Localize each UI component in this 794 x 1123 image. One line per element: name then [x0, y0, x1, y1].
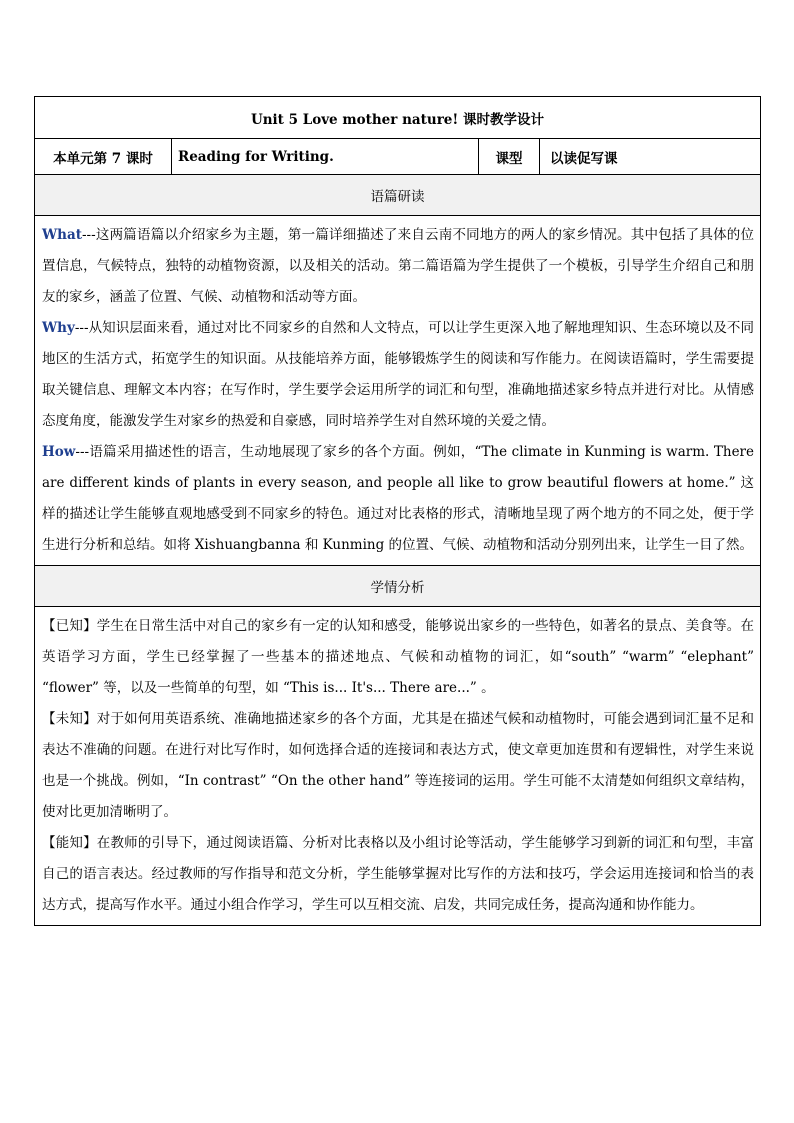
- why-paragraph: [42, 313, 754, 437]
- lesson-type-value: 以读促写课: [540, 139, 761, 175]
- text-study-heading: 语篇研读: [35, 175, 761, 216]
- what-paragraph: [42, 220, 754, 313]
- lesson-number: 本单元第 7 课时: [35, 139, 172, 175]
- why-text: ---从知识层面来看，通过对比不同家乡的自然和人文特点，可以让学生更深入地了解地理知识、生态环境以及不同地区的生活方式，拓宽学生的知识面。从技能培养方面，能够锻炼学生的阅读和写作能力。在阅读语篇时，学生需要提取关键信息、理解文本内容；在写作时，学生要学会运用所学的词汇和句型，准确地描述家乡特点并进行对比。从情感态度角度，能激发学生对家乡的热爱和自豪感，同时培养学生对自然环境的关爱之情。: [42, 320, 754, 429]
- known-paragraph: 【已知】学生在日常生活中对自己的家乡有一定的认知和感受，能够说出家乡的一些特色，如著名的景点、美食等。在英语学习方面，学生已经掌握了一些基本的描述地点、气候和动植物的词汇，如“south” “warm” “elephant” “flower” 等，以及一些简单的句型，如 “This is... It's... There are...” 。: [42, 618, 754, 696]
- why-keyword: Why: [42, 320, 75, 336]
- lesson-type-label: 课型: [479, 139, 540, 175]
- lesson-topic: Reading for Writing.: [172, 139, 479, 175]
- how-paragraph: [42, 437, 754, 561]
- text-study-body: [35, 216, 761, 566]
- how-keyword: How: [42, 444, 76, 460]
- lesson-plan-table: [34, 96, 761, 926]
- what-text: ---这两篇语篇以介绍家乡为主题，第一篇详细描述了来自云南不同地方的两人的家乡情况。其中包括了具体的位置信息，气候特点，独特的动植物资源，以及相关的活动。第二篇语篇为学生提供了一个模板，引导学生介绍自己和朋友的家乡，涵盖了位置、气候、动植物和活动等方面。: [42, 227, 754, 305]
- student-analysis-heading: 学情分析: [35, 566, 761, 607]
- can-paragraph: 【能知】在教师的引导下，通过阅读语篇、分析对比表格以及小组讨论等活动，学生能够学习到新的词汇和句型，丰富自己的语言表达。经过教师的写作指导和范文分析，学生能够掌握对比写作的方法和技巧，学会运用连接词和恰当的表达方式，提高写作水平。通过小组合作学习，学生可以互相交流、启发，共同完成任务，提高沟通和协作能力。: [42, 835, 754, 913]
- lesson-meta-row: [35, 139, 761, 175]
- student-analysis-body: [35, 607, 761, 926]
- document-title: Unit 5 Love mother nature! 课时教学设计: [35, 97, 761, 139]
- how-text: ---语篇采用描述性的语言，生动地展现了家乡的各个方面。例如，“The climate in Kunming is warm. There are different kinds of plants in every season, and people all like to grow beautiful flowers at home.” 这样的描述让学生能够直观地感受到不同家乡的特色。通过对比表格的形式，清晰地呈现了两个地方的不同之处，便于学生进行分析和总结。如将 Xishuangbanna 和 Kunming 的位置、气候、动植物和活动分别列出来，让学生一目了然。: [42, 444, 754, 553]
- what-keyword: What: [42, 227, 82, 243]
- unknown-paragraph: 【未知】对于如何用英语系统、准确地描述家乡的各个方面，尤其是在描述气候和动植物时，可能会遇到词汇量不足和表达不准确的问题。在进行对比写作时，如何选择合适的连接词和表达方式，使文章更加连贯和有逻辑性，对学生来说也是一个挑战。例如，“In contrast” “On the other hand” 等连接词的运用。学生可能不太清楚如何组织文章结构，使对比更加清晰明了。: [42, 711, 754, 820]
